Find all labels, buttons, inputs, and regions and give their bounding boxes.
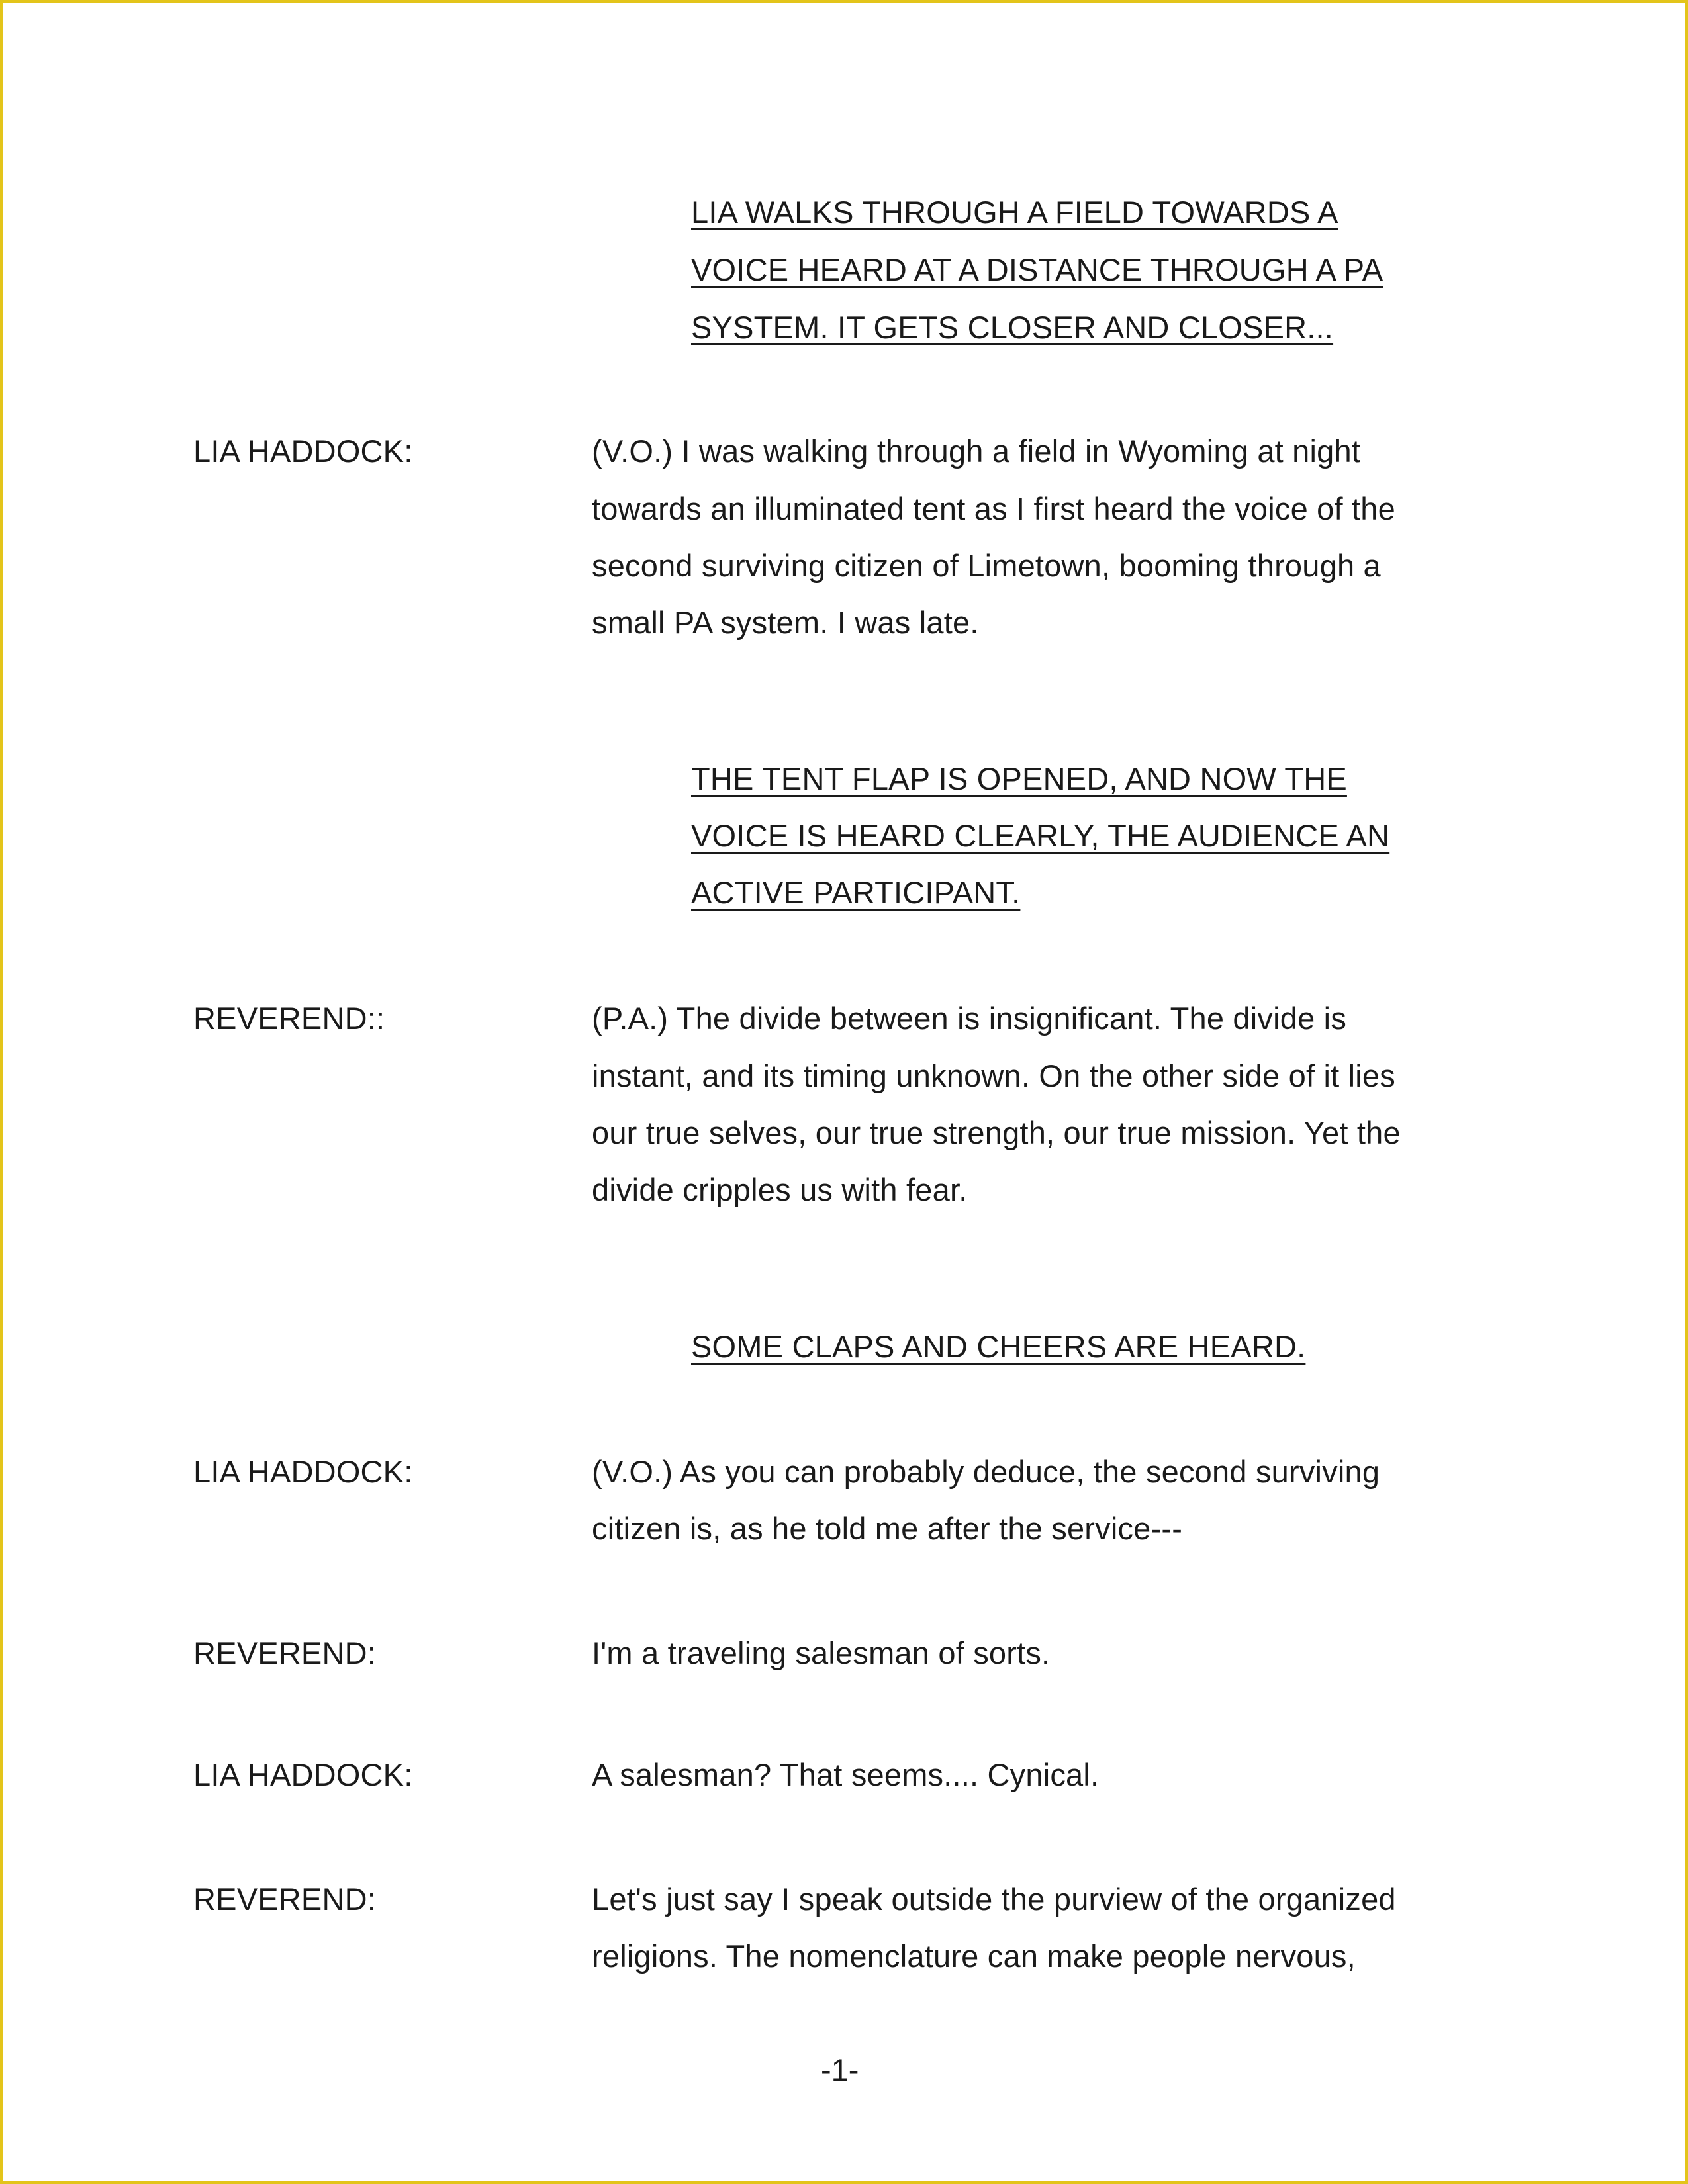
dialogue-line: small PA system. I was late. [592, 605, 979, 640]
action-line: LIA WALKS THROUGH A FIELD TOWARDS A [691, 195, 1338, 230]
dialogue-line: Let's just say I speak outside the purview of the organized [592, 1882, 1396, 1917]
speaker-name: LIA HADDOCK: [193, 1757, 413, 1792]
dialogue-line: instant, and its timing unknown. On the other side of it lies [592, 1058, 1395, 1093]
dialogue-line: our true selves, our true strength, our true mission. Yet the [592, 1115, 1401, 1150]
action-line: SOME CLAPS AND CHEERS ARE HEARD. [691, 1329, 1306, 1364]
speaker-name: REVEREND:: [193, 1001, 385, 1036]
speaker-name: REVEREND: [193, 1635, 377, 1670]
action-line: THE TENT FLAP IS OPENED, AND NOW THE [691, 761, 1347, 796]
action-line: VOICE HEARD AT A DISTANCE THROUGH A PA [691, 252, 1383, 287]
dialogue-line: I'm a traveling salesman of sorts. [592, 1635, 1051, 1670]
dialogue-line: citizen is, as he told me after the service--- [592, 1511, 1183, 1546]
dialogue-line: towards an illuminated tent as I first heard the voice of the [592, 491, 1395, 526]
dialogue-line: divide cripples us with fear. [592, 1172, 968, 1207]
speaker-name: REVEREND: [193, 1882, 377, 1917]
dialogue-line: (V.O.) I was walking through a field in Wyoming at night [592, 433, 1361, 469]
action-line: VOICE IS HEARD CLEARLY, THE AUDIENCE AN [691, 818, 1390, 853]
speaker-name: LIA HADDOCK: [193, 433, 413, 469]
dialogue-line: religions. The nomenclature can make people nervous, [592, 1938, 1356, 1974]
action-line: ACTIVE PARTICIPANT. [691, 875, 1021, 910]
page-number: -1- [821, 2052, 859, 2087]
speaker-name: LIA HADDOCK: [193, 1454, 413, 1489]
dialogue-line: (P.A.) The divide between is insignificant. The divide is [592, 1001, 1347, 1036]
dialogue-line: A salesman? That seems.... Cynical. [592, 1757, 1100, 1792]
dialogue-line: (V.O.) As you can probably deduce, the second surviving [592, 1454, 1380, 1489]
action-line: SYSTEM. IT GETS CLOSER AND CLOSER... [691, 310, 1334, 345]
dialogue-line: second surviving citizen of Limetown, booming through a [592, 548, 1381, 583]
